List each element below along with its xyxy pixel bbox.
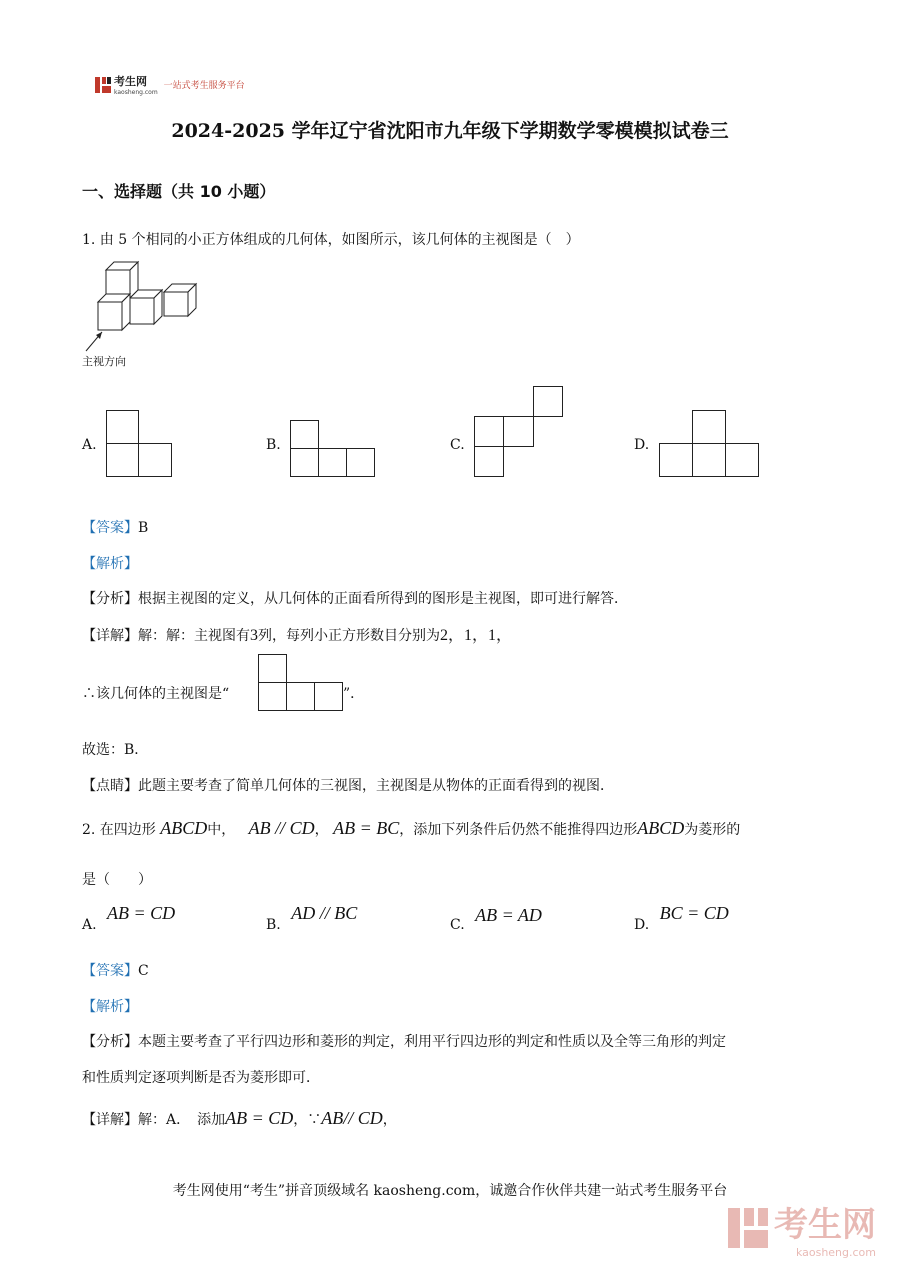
- q2-answer-tag: 【答案】: [82, 963, 138, 979]
- q2-stem-c: ，添加下列条件后仍然不能推得四边形: [399, 822, 638, 838]
- q1-option-d-figure: [659, 410, 760, 478]
- q1-detail-label: 【详解】: [82, 628, 138, 644]
- q1-comment-label: 【点睛】: [82, 778, 138, 794]
- section-heading: 一、选择题（共 10 小题）: [82, 182, 276, 201]
- q2-option-d-label: D.: [634, 917, 650, 933]
- q2-detail-text-c: ，: [382, 1112, 397, 1128]
- q2-answer: [82, 960, 149, 980]
- q1-analysis: [82, 588, 628, 608]
- q2-quad-1: ABCD: [160, 818, 208, 838]
- q2-answer-value: C: [138, 963, 149, 979]
- q2-analysis-label: 【分析】: [82, 1034, 138, 1050]
- page-footer: 考生网使用“考生”拼音顶级域名 kaosheng.com，诚邀合作伙伴共建一站式考生服务平台: [172, 1183, 728, 1199]
- watermark-logo-icon: [728, 1208, 768, 1248]
- q2-analysis-line2: 和性质判定逐项判断是否为菱形即可．: [82, 1070, 320, 1086]
- q2-option-b-expr: AD // BC: [291, 903, 358, 923]
- q1-answer-tag: 【答案】: [82, 520, 138, 536]
- logo-icon: [95, 77, 111, 93]
- q1-detail-num: 3: [250, 627, 258, 644]
- header-logo: [95, 73, 245, 96]
- q1-answer: [82, 517, 148, 537]
- q1-detail-text-b: 列，每列小正方形数目分别为: [258, 628, 440, 644]
- q1-option-a-figure: [106, 410, 173, 478]
- q2-analysis-tag: 【解析】: [82, 999, 138, 1015]
- watermark-domain: kaosheng.com: [795, 1246, 876, 1259]
- q1-analysis-text: 根据主视图的定义，从几何体的正面看所得到的图形是主视图，即可进行解答．: [138, 591, 628, 607]
- q1-figure-label: 主视方向: [82, 355, 126, 368]
- q2-analysis-line1: [82, 1031, 726, 1051]
- q2-option-c: [450, 905, 542, 933]
- q1-detail: [82, 622, 512, 645]
- q1-option-d-label: D.: [634, 437, 650, 453]
- q1-option-b-figure: [290, 420, 376, 478]
- q1-choose: 故选：B．: [82, 742, 149, 758]
- q1-comment-text: 此题主要考查了简单几何体的三视图，主视图是从物体的正面看得到的视图．: [138, 778, 614, 794]
- q2-detail-expr-2: AB// CD: [321, 1108, 383, 1128]
- logo-name: 考生网: [114, 75, 147, 88]
- q2-detail-expr-1: AB = CD: [225, 1108, 294, 1128]
- watermark-text: 考生网: [774, 1205, 876, 1245]
- q2-stem-a: 2. 在四边形: [82, 822, 156, 838]
- q2-option-b: [266, 903, 358, 933]
- q1-comment: [82, 775, 614, 795]
- q1-stem: 1. 由 5 个相同的小正方体组成的几何体，如图所示，该几何体的主视图是（ ）: [82, 232, 580, 248]
- q2-stem-e: 是（ ）: [82, 872, 152, 888]
- q2-stem-b: 中，: [207, 822, 236, 838]
- page-title: 2024-2025 学年辽宁省沈阳市九年级下学期数学零模模拟试卷三: [171, 120, 729, 142]
- q1-option-c-label: C.: [450, 437, 465, 453]
- q1-analysis-label: 【分析】: [82, 591, 138, 607]
- q2-stem-d: 为菱形的: [684, 822, 741, 838]
- q2-detail-label: 【详解】: [82, 1112, 138, 1128]
- q1-therefore-figure: [258, 654, 344, 712]
- q2-cond-2: AB = BC: [333, 818, 400, 838]
- logo-domain: kaosheng.com: [114, 89, 158, 96]
- q2-detail: [82, 1108, 397, 1129]
- watermark: [728, 1197, 876, 1259]
- q1-option-c-figure: [474, 386, 564, 478]
- q2-option-b-label: B.: [266, 917, 281, 933]
- q1-detail-nums: 2，1，1，: [440, 627, 513, 644]
- q2-comma: ，: [314, 822, 329, 838]
- logo-slogan: 一站式考生服务平台: [163, 81, 245, 91]
- q1-cube-figure: [80, 255, 210, 370]
- q2-analysis-text-1: 本题主要考查了平行四边形和菱形的判定，利用平行四边形的判定和性质以及全等三角形的判定: [138, 1034, 726, 1050]
- q2-option-a-expr: AB = CD: [107, 903, 176, 923]
- q2-option-a-label: A.: [82, 917, 97, 933]
- q1-therefore-a: ∴该几何体的主视图是“: [82, 686, 230, 702]
- q1-detail-text-a: 解：解：主视图有: [138, 628, 250, 644]
- q2-stem: [82, 818, 740, 839]
- q1-answer-value: B: [138, 520, 149, 536]
- q2-cond-1: AB // CD: [248, 818, 315, 838]
- q1-therefore-b: ”．: [343, 686, 365, 702]
- q2-detail-text-b: ，∵: [293, 1112, 322, 1128]
- q2-option-d-expr: BC = CD: [659, 903, 729, 923]
- q2-detail-text-a: 解：A． 添加: [138, 1112, 226, 1128]
- q2-option-a: [82, 903, 176, 933]
- q2-option-d: [634, 903, 729, 933]
- q2-option-c-label: C.: [450, 917, 465, 933]
- q1-option-b-label: B.: [266, 437, 281, 453]
- q2-option-c-expr: AB = AD: [475, 905, 542, 925]
- q2-quad-2: ABCD: [637, 818, 685, 838]
- q1-option-a-label: A.: [82, 437, 97, 453]
- q1-analysis-tag: 【解析】: [82, 556, 138, 572]
